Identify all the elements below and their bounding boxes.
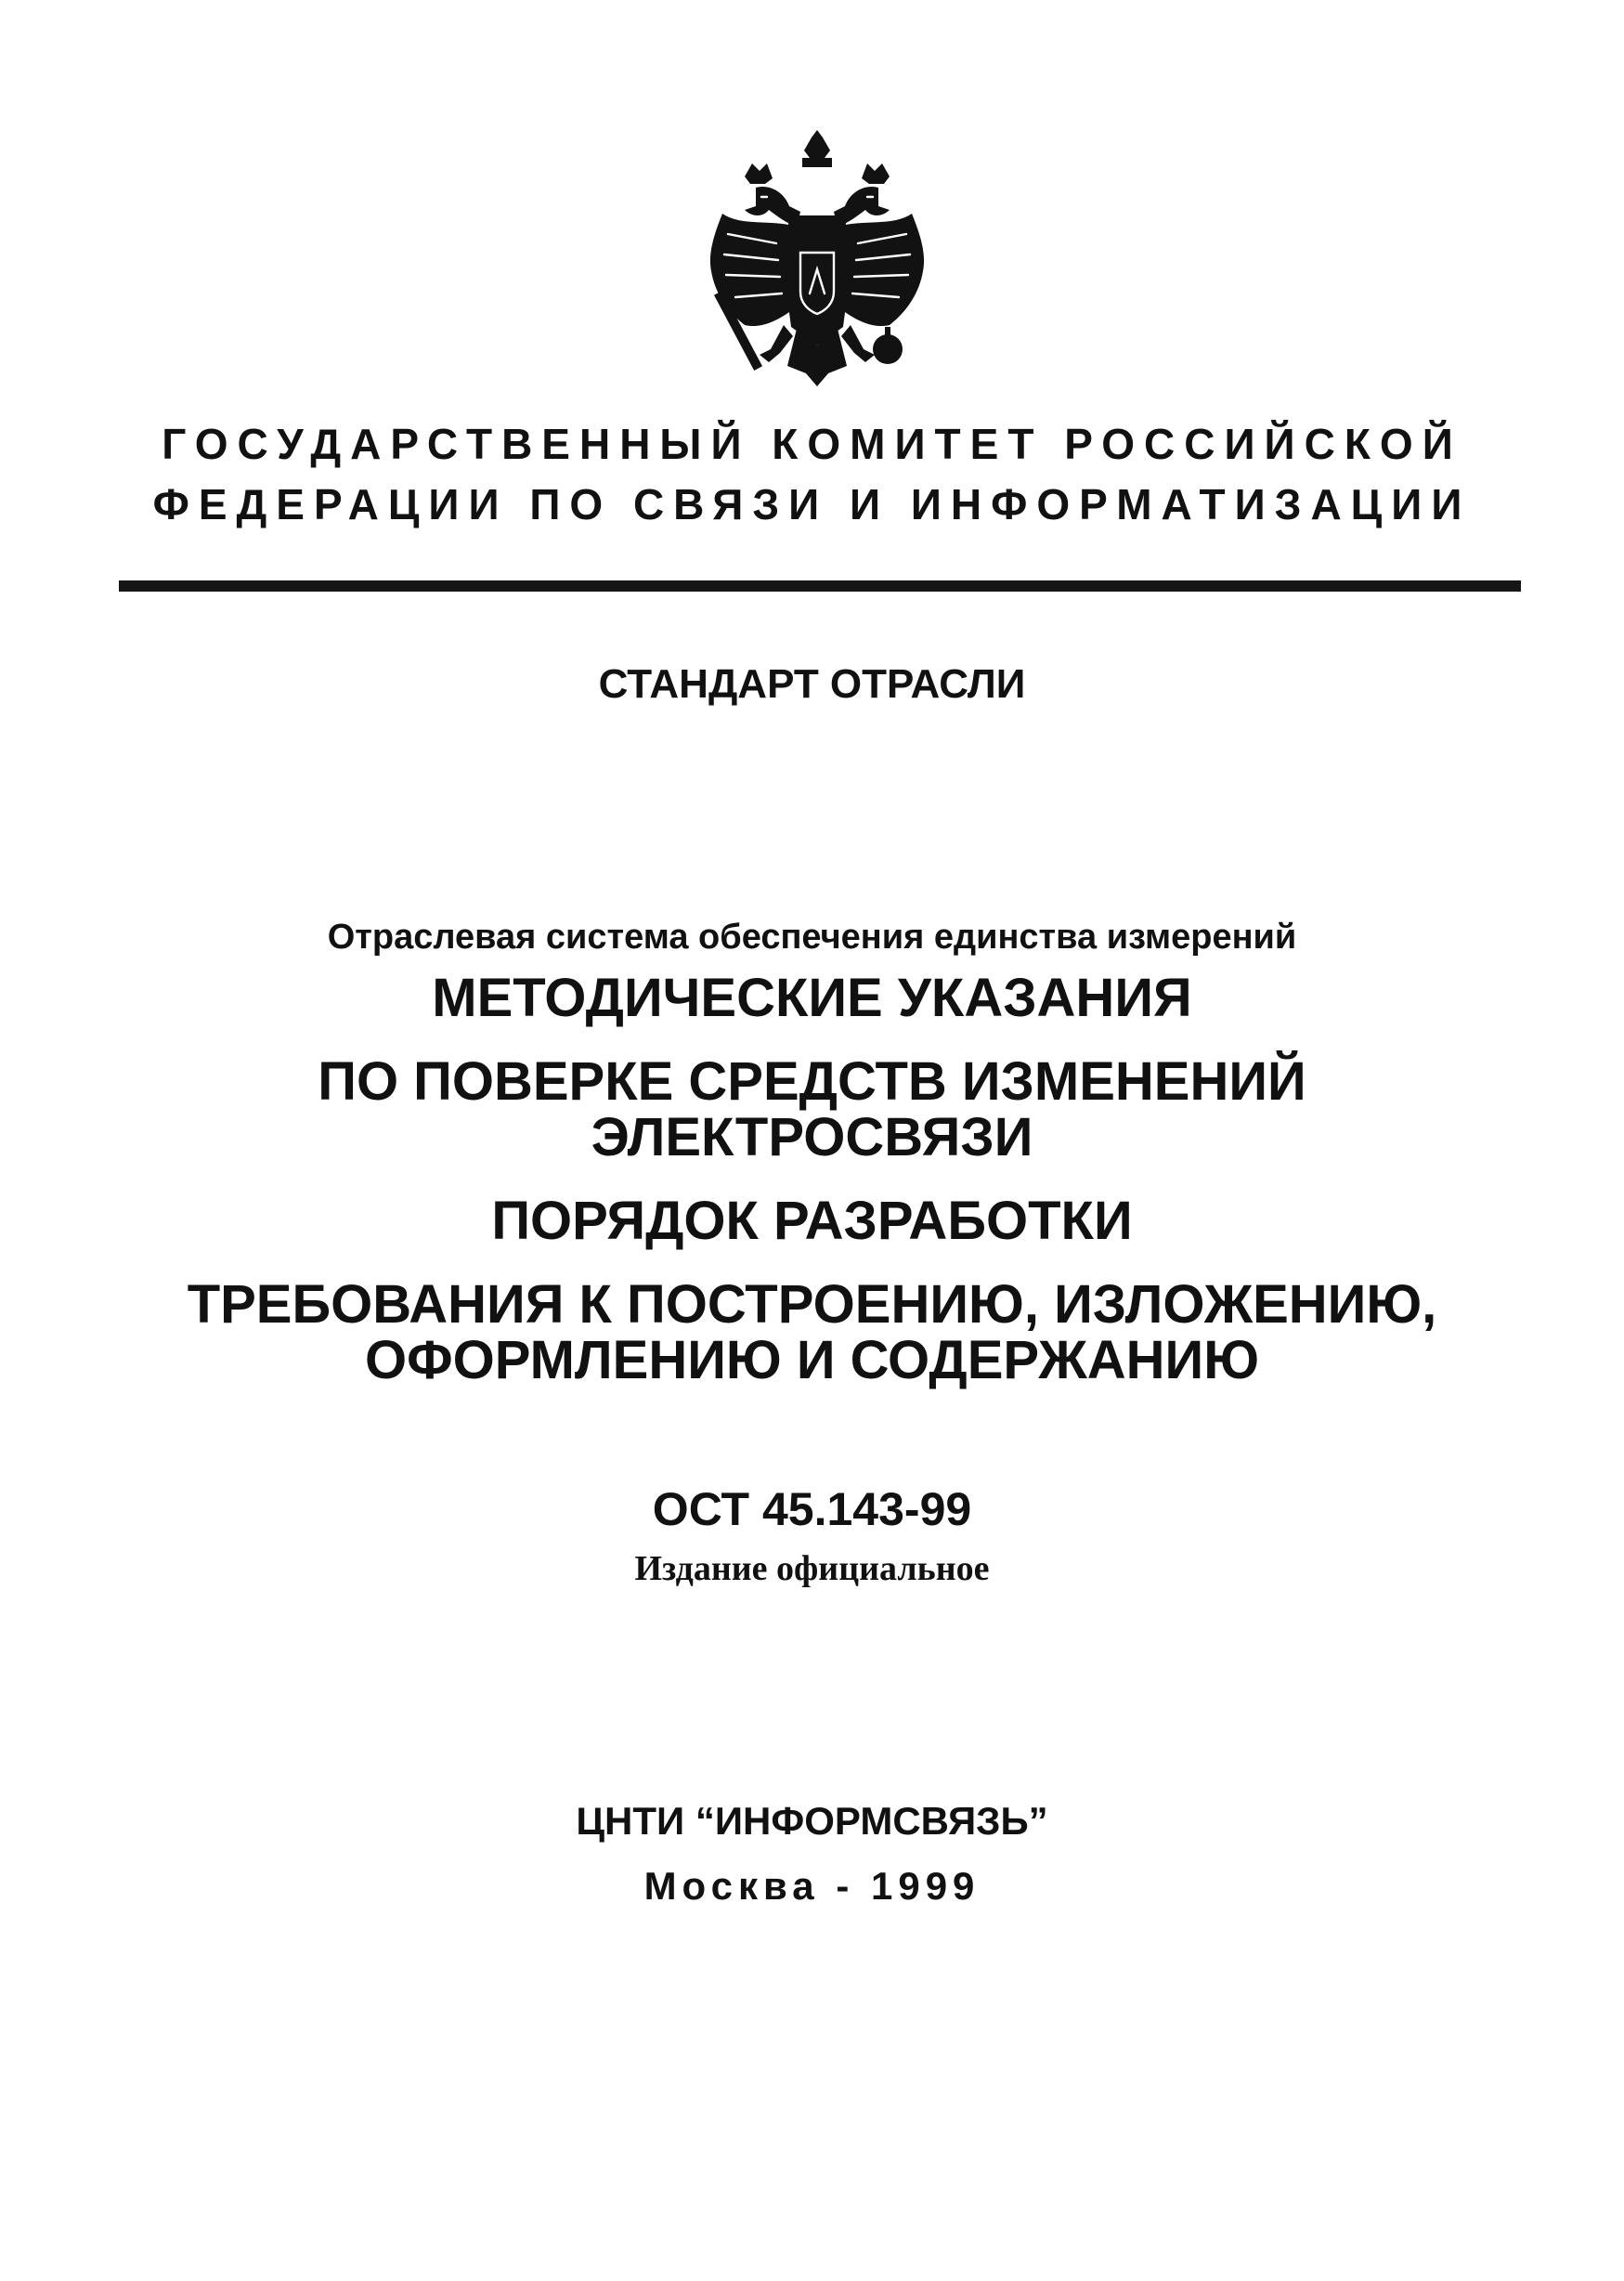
title-line: ТРЕБОВАНИЯ К ПОСТРОЕНИЮ, ИЗЛОЖЕНИЮ, [187, 1274, 1437, 1335]
document-title [0, 968, 1624, 1390]
title-line: ПОРЯДОК РАЗРАБОТКИ [491, 1191, 1133, 1251]
title-line: ОФОРМЛЕНИЮ И СОДЕРЖАНИЮ [364, 1330, 1260, 1390]
double-headed-eagle-icon [687, 130, 947, 399]
document-subtitle: Отраслевая система обеспечения единства измерений [327, 918, 1297, 957]
organization-name-line-2: ФЕДЕРАЦИИ ПО СВЯЗИ И ИНФОРМАТИЗАЦИИ [152, 480, 1472, 528]
city-year: Москва - 1999 [643, 1864, 981, 1908]
standard-type: СТАНДАРТ ОТРАСЛИ [598, 661, 1026, 707]
edition-note: Издание официальное [634, 1549, 990, 1588]
header-divider [119, 580, 1521, 592]
publisher: ЦНТИ “ИНФОРМСВЯЗЬ” [576, 1799, 1048, 1843]
organization-name-line-1: ГОСУДАРСТВЕННЫЙ КОМИТЕТ РОССИЙСКОЙ [162, 420, 1462, 468]
title-line: ЭЛЕКТРОСВЯЗИ [591, 1107, 1033, 1167]
title-line: МЕТОДИЧЕСКИЕ УКАЗАНИЯ [432, 968, 1192, 1028]
standard-designation: ОСТ 45.143-99 [652, 1483, 972, 1535]
title-line: ПО ПОВЕРКЕ СРЕДСТВ ИЗМЕНЕНИЙ [318, 1051, 1306, 1112]
